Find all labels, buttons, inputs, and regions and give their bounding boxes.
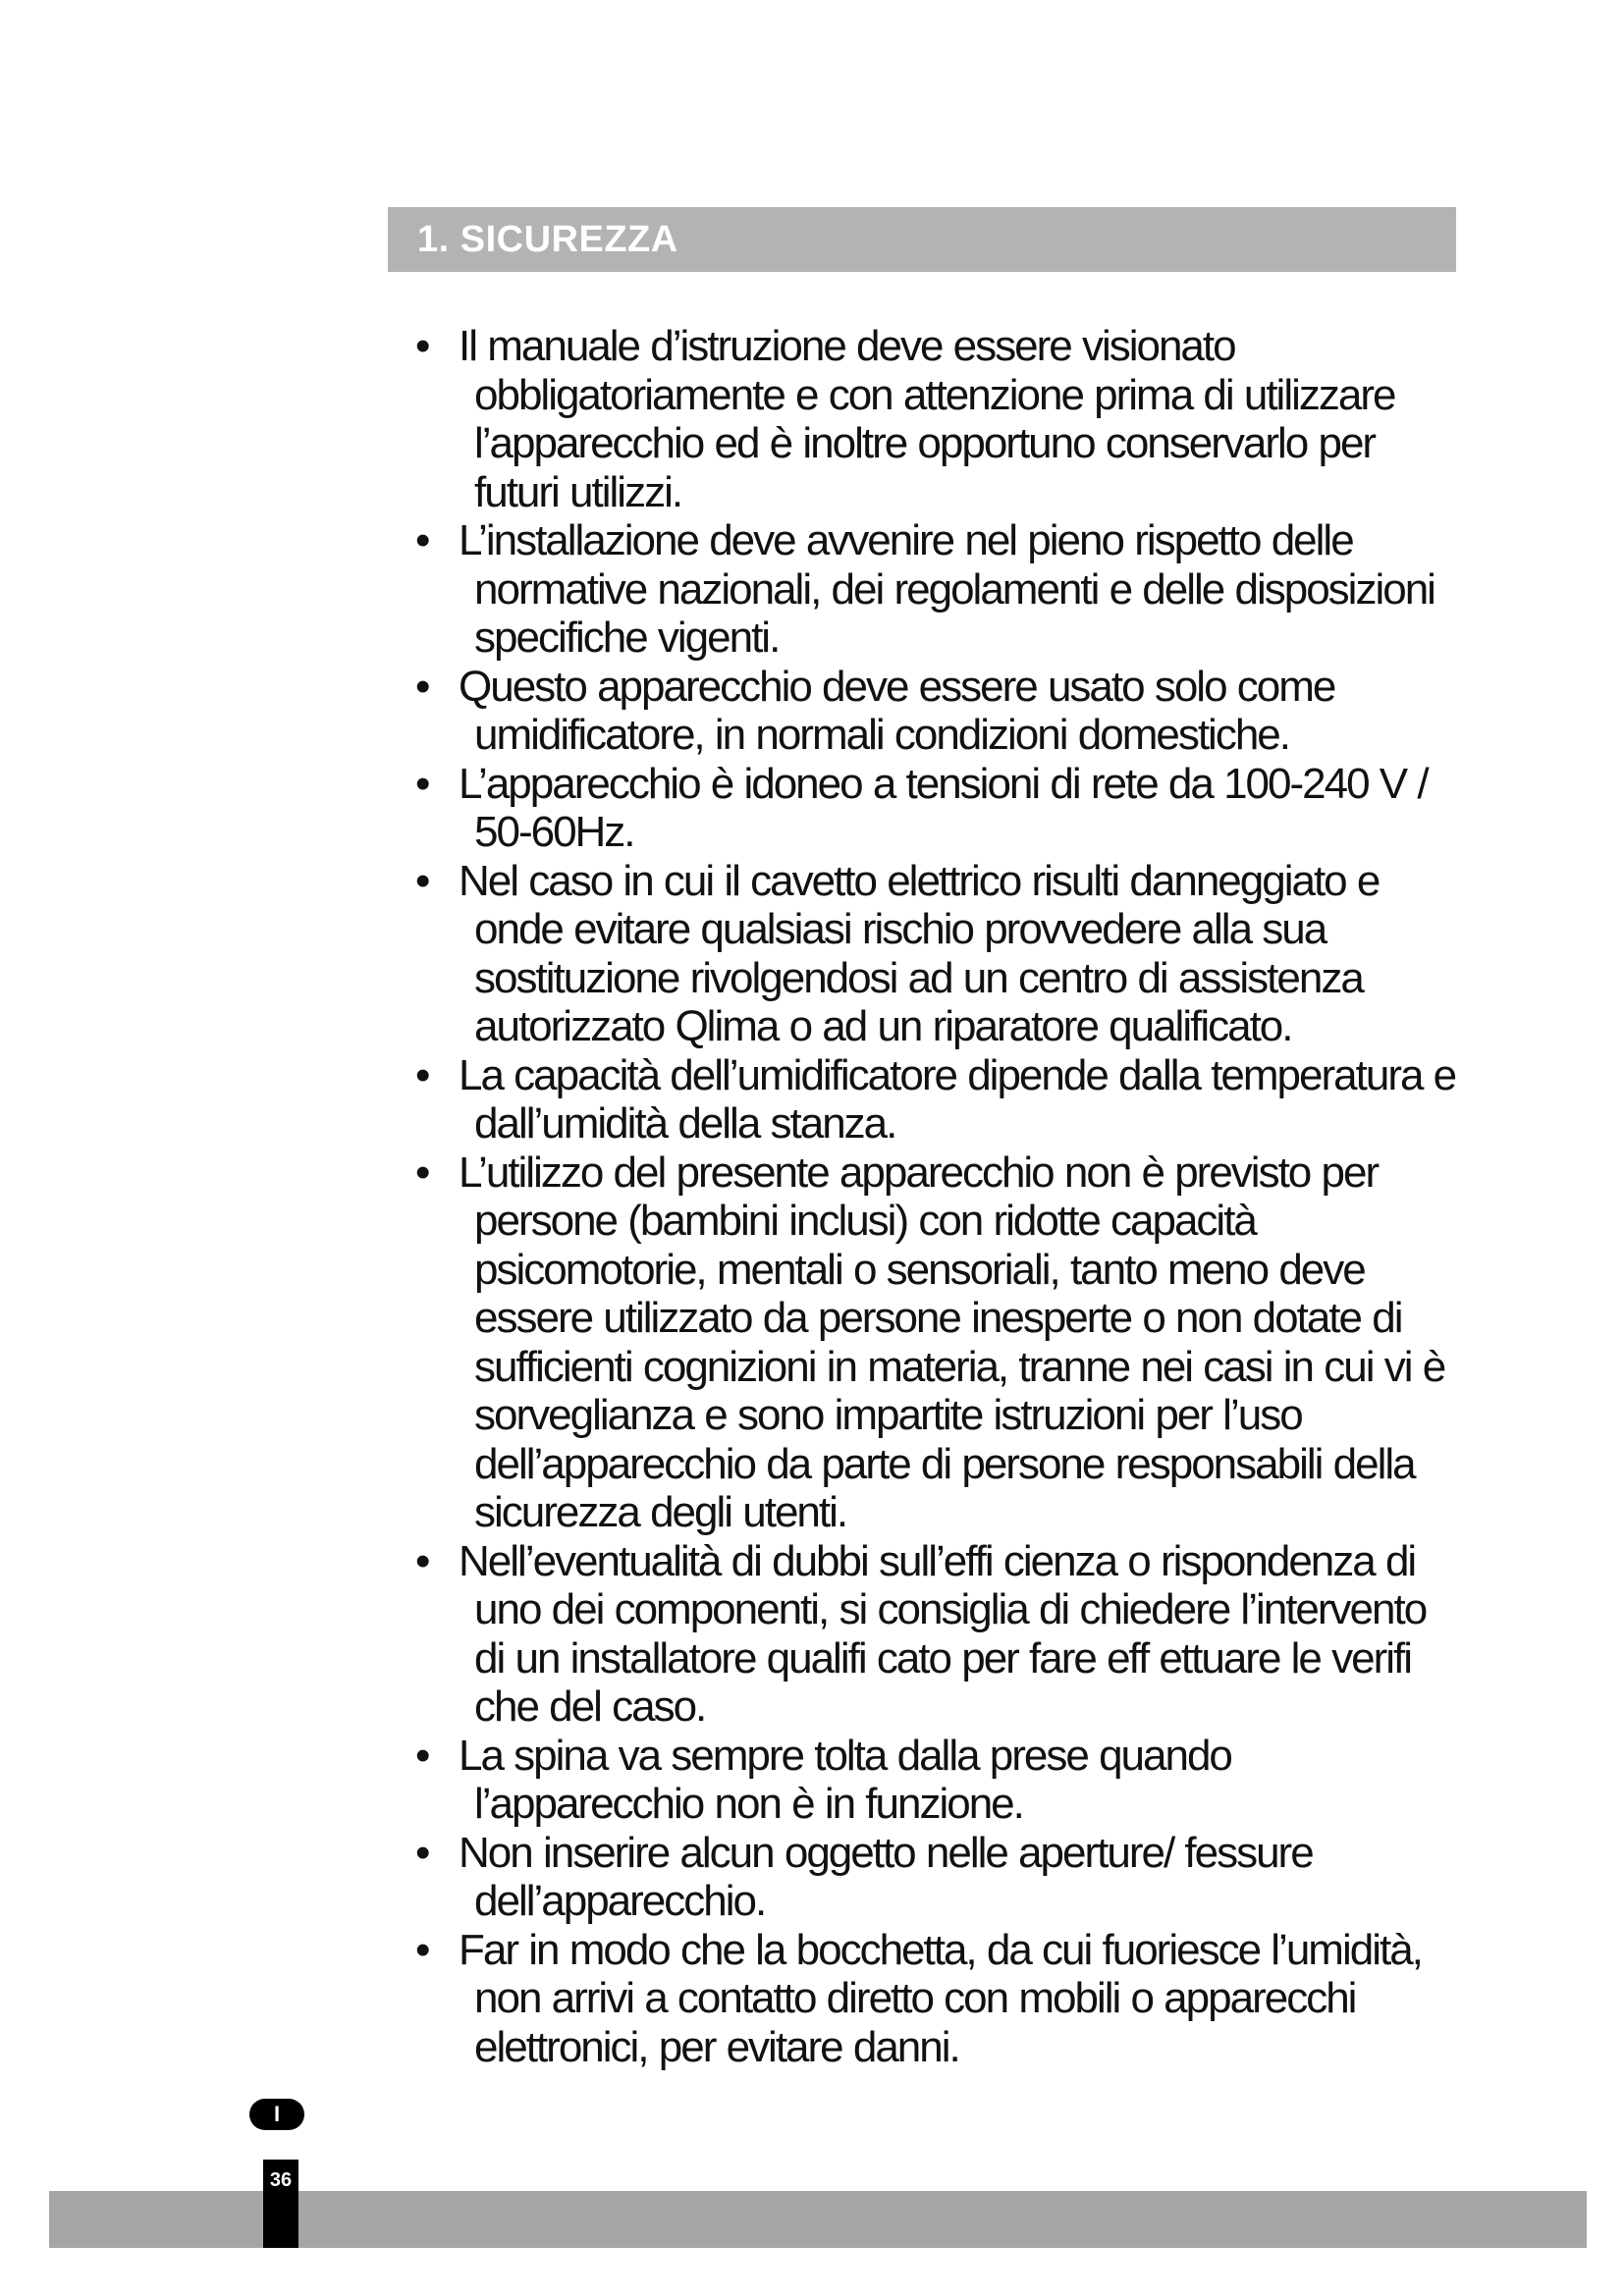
list-item bbox=[415, 1926, 1458, 2072]
list-item-text: L’apparecchio è idoneo a tensioni di rete da 100-240 V / 50-60Hz. bbox=[459, 759, 1428, 856]
safety-list bbox=[415, 322, 1458, 2071]
list-item bbox=[415, 516, 1458, 663]
bullet-icon: • bbox=[415, 1925, 429, 1974]
bullet-icon: • bbox=[415, 1050, 429, 1099]
list-item bbox=[415, 1051, 1458, 1148]
page-number: 36 bbox=[269, 2169, 293, 2191]
list-item bbox=[415, 1148, 1458, 1537]
bullet-icon: • bbox=[415, 516, 429, 564]
bullet-icon: • bbox=[415, 759, 429, 808]
list-item-text: Non inserire alcun oggetto nelle aperture/ fessure dell’apparecchio. bbox=[459, 1828, 1313, 1925]
list-item-text: Nel caso in cui il cavetto elettrico risulti danneggiato e onde evitare qualsiasi rischio provvedere alla sua sostituzione rivolgendosi ad un centro di assistenza autorizzato Qlima o ad un riparatore qualificato. bbox=[459, 856, 1380, 1050]
bullet-icon: • bbox=[415, 322, 429, 370]
list-item bbox=[415, 1537, 1458, 1732]
section-header bbox=[388, 207, 1456, 272]
list-item bbox=[415, 760, 1458, 857]
list-item bbox=[415, 1829, 1458, 1926]
list-item bbox=[415, 663, 1458, 760]
list-item bbox=[415, 857, 1458, 1051]
page-number-tab bbox=[263, 2160, 298, 2248]
bullet-icon: • bbox=[415, 1536, 429, 1585]
list-item bbox=[415, 1732, 1458, 1829]
list-item-text: Il manuale d’istruzione deve essere visionato obbligatoriamente e con attenzione prima di utilizzare l’apparecchio ed è inoltre opportuno conservarlo per futuri utilizzi. bbox=[459, 322, 1395, 516]
list-item-text: Questo apparecchio deve essere usato solo come umidificatore, in normali condizioni domestiche. bbox=[459, 662, 1335, 759]
language-badge: I bbox=[249, 2099, 304, 2130]
list-item-text: La capacità dell’umidificatore dipende dalla temperatura e dall’umidità della stanza. bbox=[459, 1050, 1456, 1148]
bullet-icon: • bbox=[415, 1828, 429, 1877]
list-item-text: L’utilizzo del presente apparecchio non è previsto per persone (bambini inclusi) con ridotte capacità psicomotorie, mentali o sensoriali, tanto meno deve essere utilizzato da persone inesperte o non dotate di sufficienti cognizioni in materia, tranne nei casi in cui vi è sorveglianza e sono impartite istruzioni per l’uso dell’apparecchio da parte di persone responsabili della sicurezza degli utenti. bbox=[459, 1148, 1445, 1536]
list-item-text: Nell’eventualità di dubbi sull’effi cienza o rispondenza di uno dei componenti, si consiglia di chiedere l’intervento di un installatore qualifi cato per fare eff ettuare le verifi che del caso. bbox=[459, 1536, 1427, 1731]
list-item-text: La spina va sempre tolta dalla prese quando l’apparecchio non è in funzione. bbox=[459, 1731, 1231, 1828]
section-title: 1. SICUREZZA bbox=[417, 219, 678, 260]
list-item bbox=[415, 322, 1458, 516]
bullet-icon: • bbox=[415, 1148, 429, 1197]
bullet-icon: • bbox=[415, 1731, 429, 1780]
bullet-icon: • bbox=[415, 856, 429, 905]
list-item-text: L’installazione deve avvenire nel pieno rispetto delle normative nazionali, dei regolamenti e delle disposizioni specifiche vigenti. bbox=[459, 516, 1435, 662]
list-item-text: Far in modo che la bocchetta, da cui fuoriesce l’umidità, non arrivi a contatto diretto con mobili o apparecchi elettronici, per evitare danni. bbox=[459, 1925, 1422, 2071]
bullet-icon: • bbox=[415, 662, 429, 711]
